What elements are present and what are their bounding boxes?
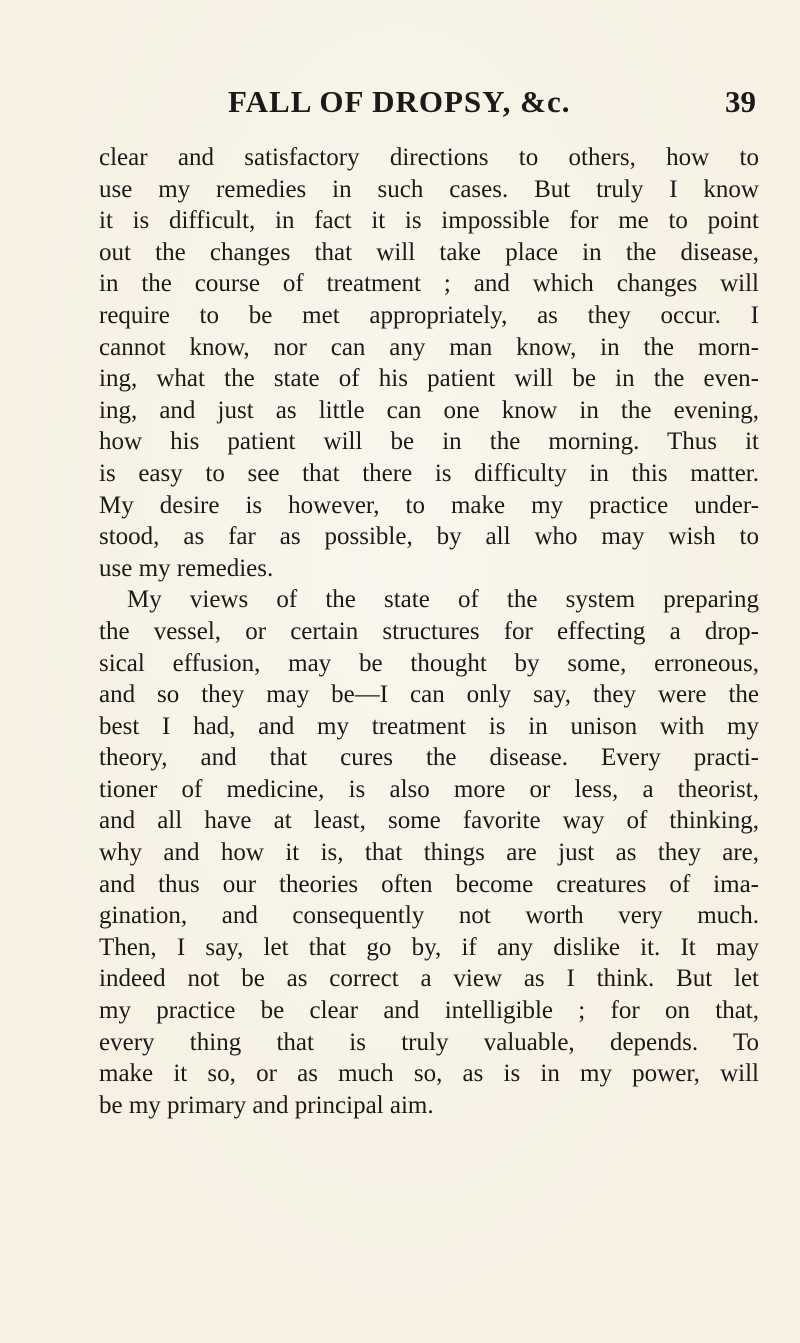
text-line: my practice be clear and intelligible ; for on that, (99, 997, 759, 1025)
text-line: is easy to see that there is difficulty in this matter. (99, 459, 759, 487)
text-line: best I had, and my treatment is in unison with my (99, 712, 759, 740)
text-line: stood, as far as possible, by all who may wish to (99, 523, 759, 551)
text-line: it is difficult, in fact it is impossible for me to point (99, 207, 759, 235)
running-title: FALL OF DROPSY, &c. (228, 84, 571, 119)
text-line: clear and satisfactory directions to others, how to (99, 144, 759, 171)
text-line: tioner of medicine, is also more or less, a theorist, (99, 775, 759, 803)
page-number: 39 (725, 84, 756, 119)
text-line: use my remedies. (99, 554, 274, 582)
body-text (99, 142, 759, 1121)
text-line: ing, and just as little can one know in the evening, (99, 396, 759, 424)
running-head (96, 84, 756, 124)
text-line: My views of the state of the system preparing (127, 586, 759, 614)
text-line: and all have at least, some favorite way of thinking, (99, 807, 759, 835)
text-line: require to be met appropriately, as they occur. I (99, 301, 759, 329)
text-line: the vessel, or certain structures for effecting a drop- (99, 617, 759, 645)
text-line: gination, and consequently not worth very much. (99, 902, 759, 930)
text-line: make it so, or as much so, as is in my power, will (99, 1060, 759, 1088)
text-line: be my primary and principal aim. (99, 1091, 434, 1119)
text-line: why and how it is, that things are just as they are, (99, 839, 759, 867)
text-line: My desire is however, to make my practice under- (99, 491, 759, 519)
text-line: how his patient will be in the morning. Thus it (99, 428, 759, 456)
text-line: and thus our theories often become creatures of ima- (99, 870, 759, 898)
text-line: sical effusion, may be thought by some, erroneous, (99, 649, 759, 677)
text-line: in the course of treatment ; and which changes will (99, 270, 759, 298)
text-line: and so they may be—I can only say, they were the (99, 681, 759, 709)
text-line: out the changes that will take place in the disease, (99, 238, 759, 266)
text-line: Then, I say, let that go by, if any dislike it. It may (99, 933, 759, 961)
text-line: indeed not be as correct a view as I think. But let (99, 965, 759, 993)
text-line: cannot know, nor can any man know, in the morn- (99, 333, 759, 361)
text-line: use my remedies in such cases. But truly I know (99, 175, 759, 203)
text-line: theory, and that cures the disease. Every practi- (99, 744, 759, 772)
text-line: ing, what the state of his patient will be in the even- (99, 365, 759, 393)
text-line: every thing that is truly valuable, depends. To (99, 1028, 759, 1056)
